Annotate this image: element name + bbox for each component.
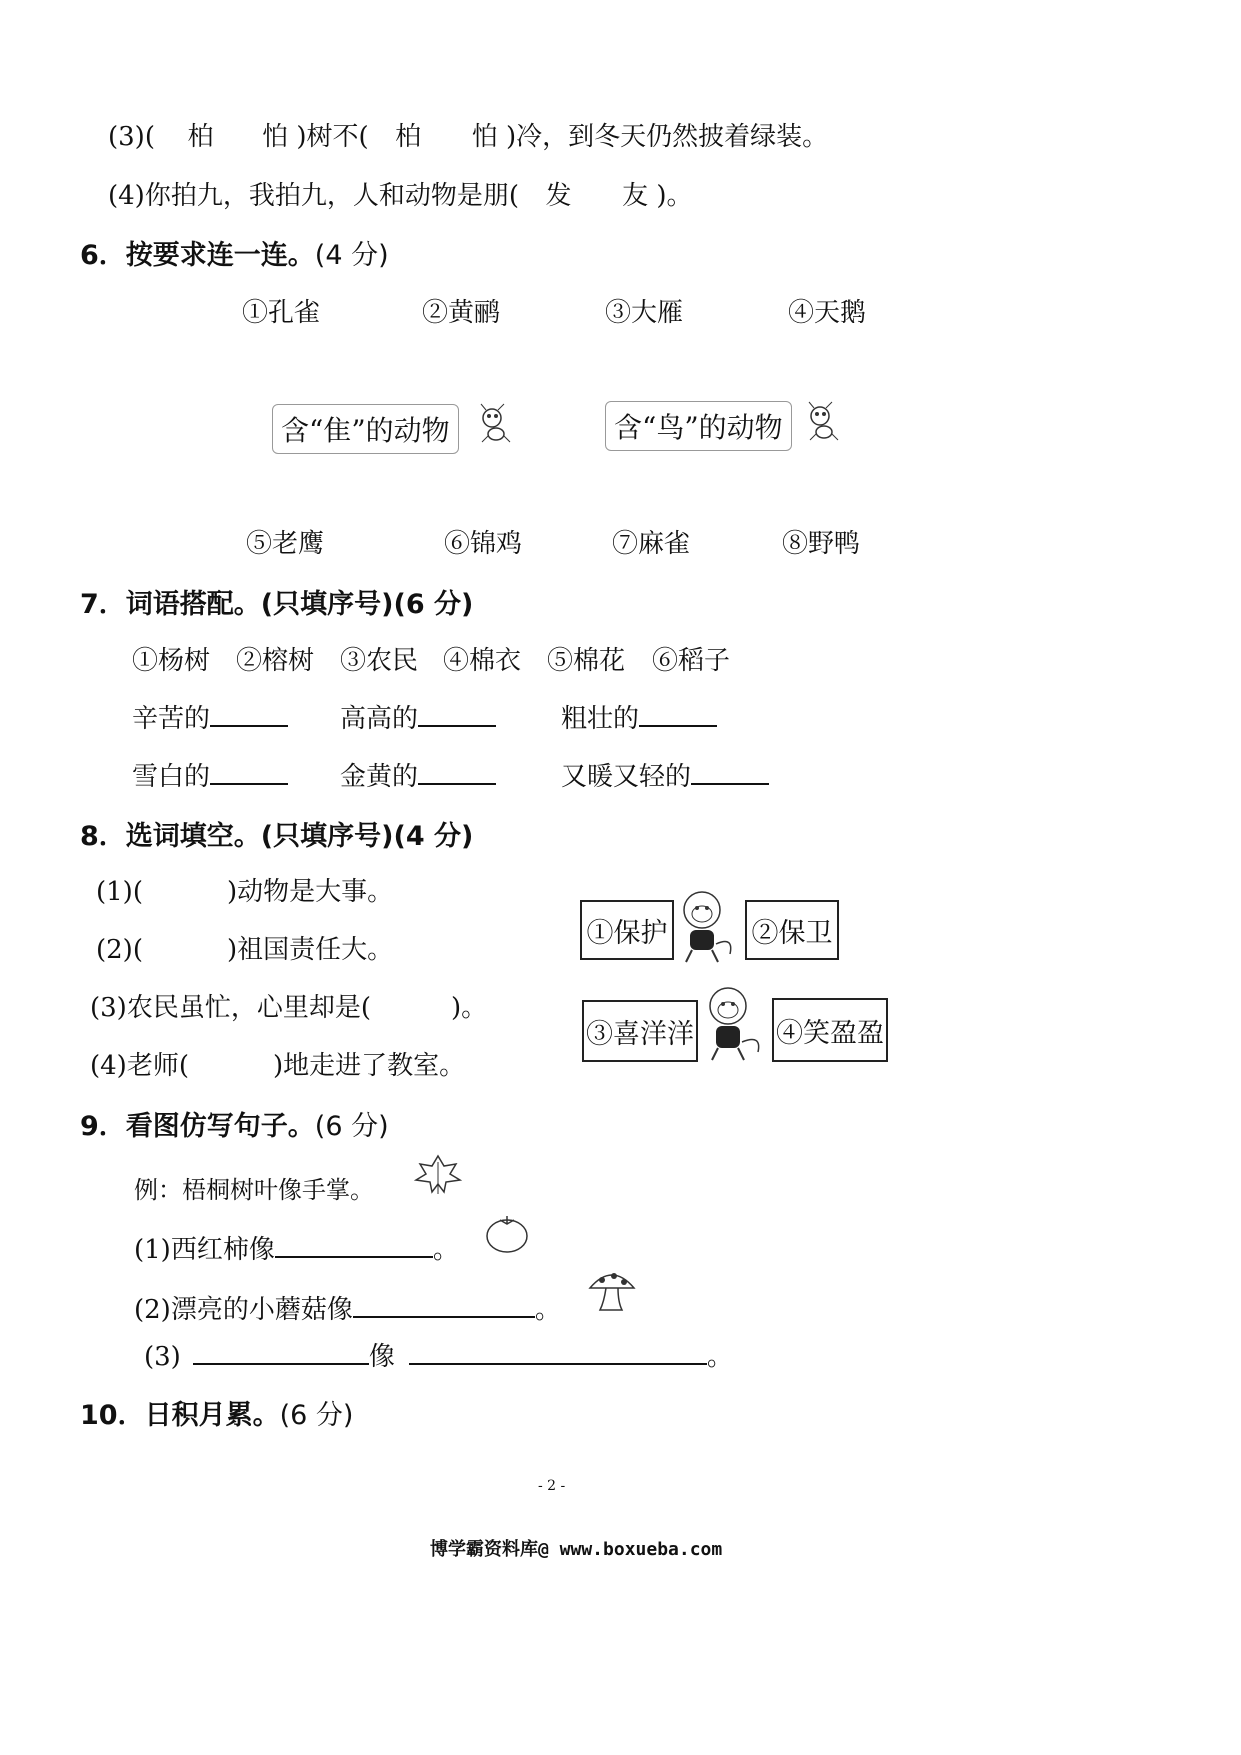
q8-title: 8．选词填空。(只填序号)(4 分): [80, 821, 474, 852]
q6-top-item: ③大雁: [605, 298, 684, 328]
answer-blank[interactable]: [418, 757, 496, 785]
q7-option: ③农民: [340, 646, 419, 676]
q5-item-4: (4)你拍九，我拍九，人和动物是朋( 发 友 )。: [108, 181, 693, 211]
category-box-zhui: 含“隹”的动物: [272, 404, 459, 454]
q7-blank-item: 又暖又轻的: [561, 756, 769, 793]
q7-blank-item: 雪白的: [132, 756, 288, 793]
word-box: ④笑盈盈: [772, 998, 888, 1062]
q6-top-item: ④天鹅: [788, 298, 867, 328]
q8-item-3: (3)农民虽忙，心里却是( )。: [90, 993, 488, 1023]
q7-option: ①杨树: [132, 646, 211, 676]
q10-title: 10．日积月累。(6 分): [80, 1400, 354, 1431]
q7-option: ④棉衣: [443, 646, 522, 676]
q7-blank-item: 高高的: [340, 698, 496, 735]
q7-blank-item: 粗壮的: [561, 698, 717, 735]
answer-blank[interactable]: [193, 1337, 369, 1365]
answer-blank[interactable]: [691, 757, 769, 785]
q6-bottom-item: ⑥锦鸡: [444, 529, 523, 559]
answer-blank[interactable]: [210, 757, 288, 785]
footer-watermark: 博学霸资料库@ www.boxueba.com: [430, 1539, 723, 1560]
mushroom-icon: [586, 1266, 638, 1316]
answer-blank[interactable]: [353, 1290, 535, 1318]
monkey-icon: [702, 984, 768, 1064]
q7-title: 7．词语搭配。(只填序号)(6 分): [80, 589, 474, 620]
q8-item-4: (4)老师( )地走进了教室。: [90, 1051, 466, 1081]
q7-blank-item: 辛苦的: [132, 698, 288, 735]
ant-icon: [806, 402, 842, 442]
q9-item-2: (2)漂亮的小蘑菇像 。: [134, 1289, 561, 1326]
q8-item-2: (2)( )祖国责任大。: [96, 935, 394, 965]
q9-item-3: (3) 像 。: [144, 1336, 733, 1373]
category-box-niao: 含“鸟”的动物: [605, 401, 792, 451]
q6-title: 6．按要求连一连。(4 分): [80, 240, 389, 271]
leaf-icon: [414, 1152, 462, 1196]
ant-icon: [478, 404, 514, 444]
q8-item-1: (1)( )动物是大事。: [96, 877, 394, 907]
q7-blank-item: 金黄的: [340, 756, 496, 793]
tomato-icon: [484, 1208, 530, 1254]
answer-blank[interactable]: [210, 699, 288, 727]
q9-example: 例：梧桐树叶像手掌。: [134, 1176, 374, 1204]
q6-top-item: ②黄鹂: [422, 298, 501, 328]
answer-blank[interactable]: [409, 1337, 707, 1365]
q6-top-item: ①孔雀: [242, 298, 321, 328]
monkey-icon: [676, 888, 742, 966]
answer-blank[interactable]: [639, 699, 717, 727]
q6-bottom-item: ⑧野鸭: [782, 529, 861, 559]
answer-blank[interactable]: [418, 699, 496, 727]
word-box: ②保卫: [745, 900, 839, 960]
word-box: ③喜洋洋: [582, 1000, 698, 1062]
q7-option: ②榕树: [236, 646, 315, 676]
q6-bottom-item: ⑤老鹰: [246, 529, 325, 559]
answer-blank[interactable]: [275, 1230, 433, 1258]
q6-bottom-item: ⑦麻雀: [612, 529, 691, 559]
page-number: - 2 -: [538, 1478, 566, 1494]
q7-option: ⑥稻子: [652, 646, 731, 676]
q5-item-3: (3)( 柏 怕 )树不( 柏 怕 )冷，到冬天仍然披着绿装。: [108, 122, 829, 152]
q9-title: 9．看图仿写句子。(6 分): [80, 1111, 389, 1142]
word-box: ①保护: [580, 900, 674, 960]
q9-item-1: (1)西红柿像 。: [134, 1229, 459, 1266]
q7-option: ⑤棉花: [547, 646, 626, 676]
